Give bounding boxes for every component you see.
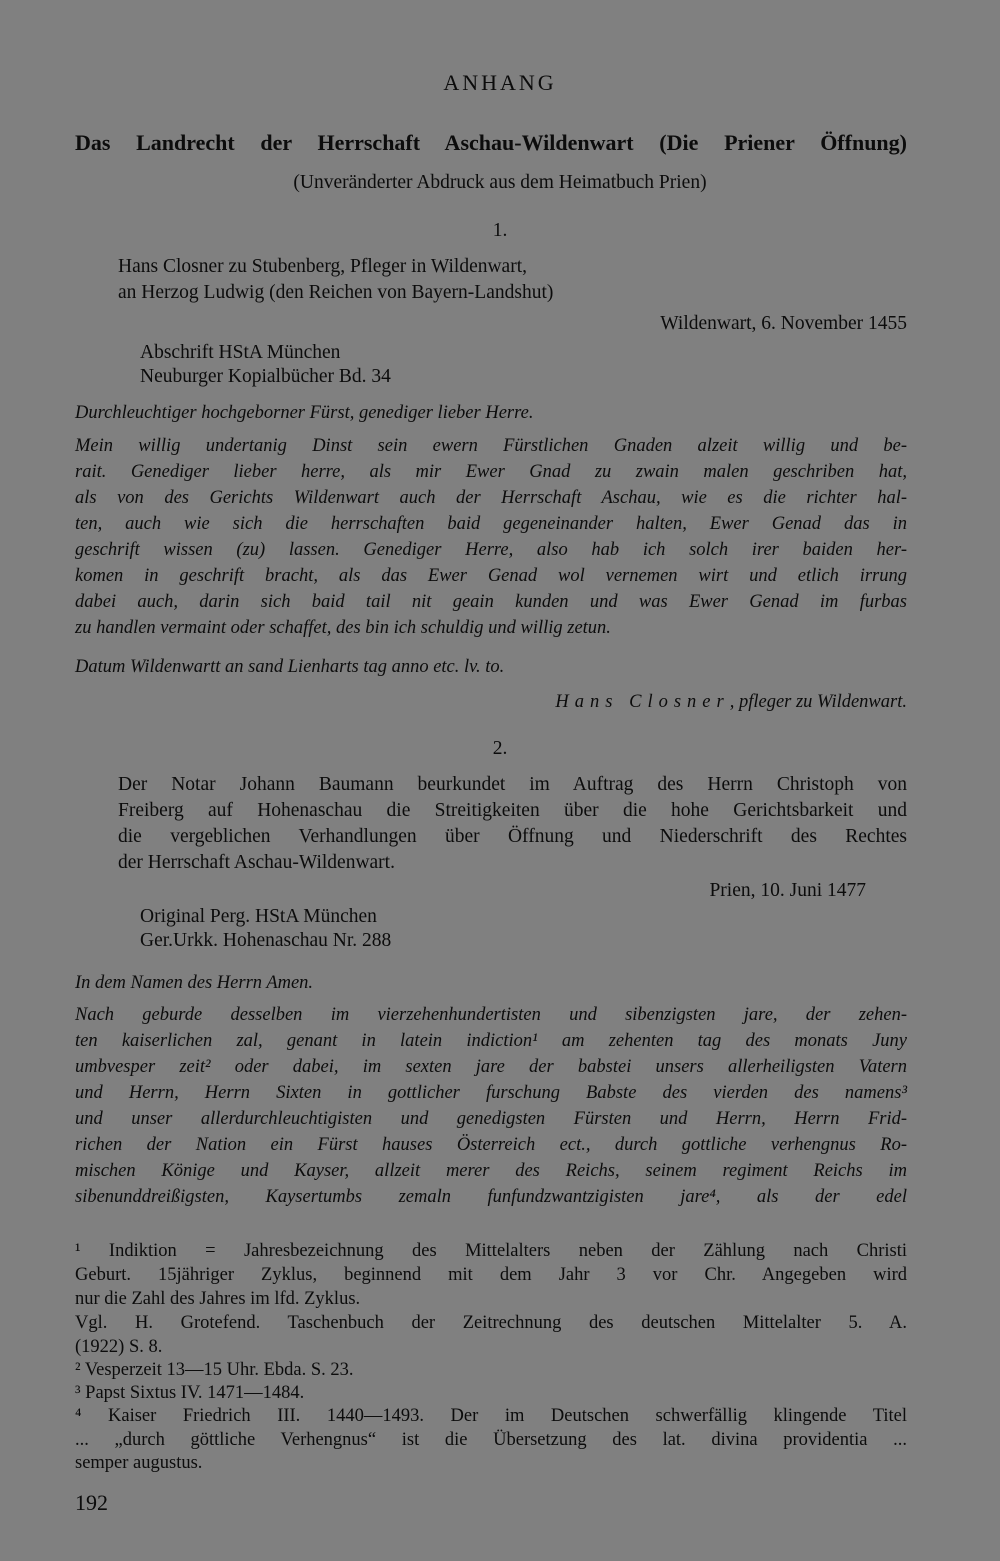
doc1-sender-line: an Herzog Ludwig (den Reichen von Bayern-Landshut) (118, 282, 554, 303)
footnote-line: Geburt. 15jähriger Zyklus, beginnend mit dem Jahr 3 vor Chr. Angegeben wird (75, 1265, 907, 1285)
doc1-text-line: dabei auch, darin sich baid tail nit geain kunden und was Ewer Genad im furbas (75, 592, 907, 612)
doc2-text-line: Freiberg auf Hohenaschau die Streitigkeiten über die hohe Gerichtsbarkeit und (118, 800, 907, 821)
doc1-signature-name: Hans Closner (555, 692, 730, 712)
doc2-source-line: Ger.Urkk. Hohenaschau Nr. 288 (140, 930, 392, 951)
doc1-text-line: geschrift wissen (zu) lassen. Genediger Herre, also hab ich solch irer baiden her- (75, 540, 907, 560)
doc2-italic-line: umbvesper zeit² oder dabei, im sexten jare der babstei unsers allerheiligsten Vatern (75, 1057, 907, 1077)
document-title: Das Landrecht der Herrschaft Aschau-Wildenwart (Die Priener Öffnung) (75, 130, 907, 155)
doc2-italic-line: mischen Könige und Kayser, allzeit merer des Reichs, seinem regiment Reichs im (75, 1161, 907, 1181)
doc1-text-line: ten, auch wie sich die herrschaften baid gegeneinander halten, Ewer Genad das in (75, 514, 907, 534)
doc1-text-line: zu handlen vermaint oder schaffet, des bin ich schuldig und willig zetun. (75, 618, 611, 638)
doc1-signature-rest: , pfleger zu Wildenwart. (729, 692, 907, 712)
document-subtitle: (Unveränderter Abdruck aus dem Heimatbuch Prien) (293, 172, 707, 193)
doc2-number: 2. (492, 738, 508, 759)
footnote-line: ² Vesperzeit 13—15 Uhr. Ebda. S. 23. (75, 1360, 354, 1380)
doc1-text-line: rait. Genediger lieber herre, als mir Ewer Gnad zu zwain malen geschriben hat, (75, 462, 907, 482)
footnote-line: semper augustus. (75, 1453, 203, 1473)
doc2-invocation: In dem Namen des Herrn Amen. (75, 973, 314, 993)
doc2-italic-line: Nach geburde desselben im vierzehenhundertisten und sibenzigsten jare, der zehen- (75, 1005, 907, 1025)
doc1-text-line: komen in geschrift bracht, als das Ewer Genad wol vernemen wirt und etlich irrung (75, 566, 907, 586)
doc1-text-line: als von des Gerichts Wildenwart auch der Herrschaft Aschau, wie es die richter hal- (75, 488, 907, 508)
doc2-italic-line: ten kaiserlichen zal, genant in latein indiction¹ am zehenten tag des monats Juny (75, 1031, 907, 1051)
footnote-line: (1922) S. 8. (75, 1337, 163, 1357)
doc1-sender-line: Hans Closner zu Stubenberg, Pfleger in Wildenwart, (118, 256, 527, 277)
section-heading: ANHANG (443, 70, 557, 95)
doc1-text-line: Mein willig undertanig Dinst sein ewern Fürstlichen Gnaden alzeit willig und be- (75, 436, 907, 456)
doc2-text-line: die vergeblichen Verhandlungen über Öffnung und Niederschrift des Rechtes (118, 826, 907, 847)
doc1-salutation: Durchleuchtiger hochgeborner Fürst, genediger lieber Herre. (75, 403, 534, 423)
doc2-italic-line: und unser allerdurchleuchtigisten und genedigsten Fürsten und Herrn, Herrn Frid- (75, 1109, 907, 1129)
footnote-line: ⁴ Kaiser Friedrich III. 1440—1493. Der im Deutschen schwerfällig klingende Titel (75, 1406, 907, 1426)
doc2-text-line: der Herrschaft Aschau-Wildenwart. (118, 852, 395, 873)
footnote-line: ... „durch göttliche Verhengnus“ ist die Übersetzung des lat. divina providentia ... (75, 1430, 907, 1450)
doc1-source-line: Abschrift HStA München (140, 342, 341, 363)
doc2-italic-line: und Herrn, Herrn Sixten in gottlicher furschung Babste des vierden des namens³ (75, 1083, 907, 1103)
doc2-source-line: Original Perg. HStA München (140, 906, 377, 927)
doc1-signature (400, 692, 907, 713)
doc2-place-date: Prien, 10. Juni 1477 (709, 880, 866, 901)
footnote-line: ¹ Indiktion = Jahresbezeichnung des Mittelalters neben der Zählung nach Christi (75, 1241, 907, 1261)
doc1-place-date: Wildenwart, 6. November 1455 (660, 313, 907, 334)
doc1-number: 1. (492, 220, 508, 241)
doc1-datum: Datum Wildenwartt an sand Lienharts tag anno etc. lv. to. (75, 657, 505, 677)
doc2-italic-line: sibenunddreißigsten, Kaysertumbs zemaln funfundzwantzigisten jare⁴, als der edel (75, 1187, 907, 1207)
doc2-text-line: Der Notar Johann Baumann beurkundet im Auftrag des Herrn Christoph von (118, 774, 907, 795)
doc2-italic-line: richen der Nation ein Fürst hauses Österreich ect., durch gottliche verhengnus Ro- (75, 1135, 907, 1155)
page-number: 192 (75, 1490, 108, 1515)
footnote-line: ³ Papst Sixtus IV. 1471—1484. (75, 1383, 305, 1403)
doc1-source-line: Neuburger Kopialbücher Bd. 34 (140, 366, 391, 387)
footnote-line: nur die Zahl des Jahres im lfd. Zyklus. (75, 1289, 361, 1309)
footnote-line: Vgl. H. Grotefend. Taschenbuch der Zeitrechnung des deutschen Mittelalter 5. A. (75, 1313, 907, 1333)
